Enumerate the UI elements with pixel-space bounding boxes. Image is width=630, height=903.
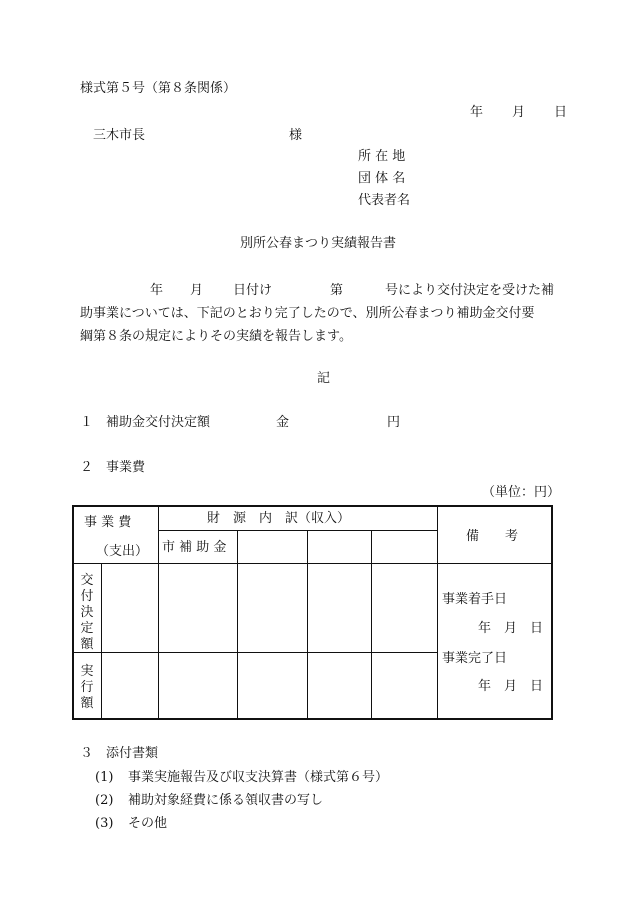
body-dai: 第	[330, 283, 344, 298]
addressee-mayor: 三木市長	[93, 128, 146, 143]
applicant-rep-label: 代表者名	[358, 193, 411, 208]
table-line	[237, 530, 238, 720]
header-biko: 備 考	[466, 529, 519, 544]
remarks-end-date: 年 月 日	[478, 679, 544, 694]
applicant-org-label: 団 体 名	[358, 171, 406, 186]
expense-table	[72, 505, 553, 720]
attachment-text: 補助対象経費に係る領収書の写し	[128, 793, 324, 808]
attachment-text: 事業実施報告及び収支決算書（様式第６号）	[128, 770, 389, 785]
section1-kin: 金	[276, 415, 290, 430]
row-label-jikko: 実行額	[80, 664, 94, 711]
date-month: 月	[512, 105, 526, 120]
section3-number: ３	[80, 746, 94, 761]
addressee-honorific: 様	[289, 128, 303, 143]
remarks-start-label: 事業着手日	[442, 592, 508, 607]
document-title: 別所公春まつり実績報告書	[240, 236, 397, 251]
header-shishutsu: （支出）	[96, 544, 149, 559]
attachment-number: (2)	[95, 793, 114, 808]
body-line2: 助事業については、下記のとおり完了したので、別所公春まつり補助金交付要	[80, 306, 535, 321]
body-day-suffix: 日付け	[233, 283, 273, 298]
row-label-kofu-kettei: 交付決定額	[80, 573, 94, 652]
table-line	[371, 530, 372, 720]
date-year: 年	[470, 105, 484, 120]
ki-heading: 記	[317, 371, 331, 386]
table-line	[307, 530, 308, 720]
section2-number: ２	[80, 460, 94, 475]
form-number: 様式第５号（第８条関係）	[80, 81, 237, 96]
table-line	[74, 563, 551, 564]
attachment-number: (3)	[95, 816, 114, 831]
section2-label: 事業費	[106, 460, 146, 475]
remarks-end-label: 事業完了日	[442, 651, 508, 666]
unit-note: （単位：円）	[482, 485, 561, 500]
body-month: 月	[190, 283, 204, 298]
section1-label: 補助金交付決定額	[106, 415, 211, 430]
remarks-start-date: 年 月 日	[478, 621, 544, 636]
body-year: 年	[150, 283, 164, 298]
section1-yen: 円	[387, 415, 401, 430]
date-day: 日	[554, 105, 568, 120]
header-zaigen: 財 源 内 訳（収入）	[207, 511, 351, 526]
section3-label: 添付書類	[106, 746, 159, 761]
table-line	[437, 507, 438, 720]
table-line	[101, 563, 102, 720]
applicant-address-label: 所 在 地	[358, 149, 406, 164]
header-shi-hojokin: 市 補 助 金	[162, 540, 227, 555]
attachment-text: その他	[128, 816, 168, 831]
body-line1-rest: 号により交付決定を受けた補	[385, 283, 555, 298]
table-line	[158, 507, 159, 720]
attachment-number: (1)	[95, 770, 114, 785]
section1-number: １	[80, 415, 94, 430]
table-line	[158, 530, 437, 531]
header-jigyohi: 事 業 費	[84, 515, 132, 530]
body-line3: 綱第８条の規定によりその実績を報告します。	[80, 329, 352, 344]
table-line	[74, 652, 437, 653]
